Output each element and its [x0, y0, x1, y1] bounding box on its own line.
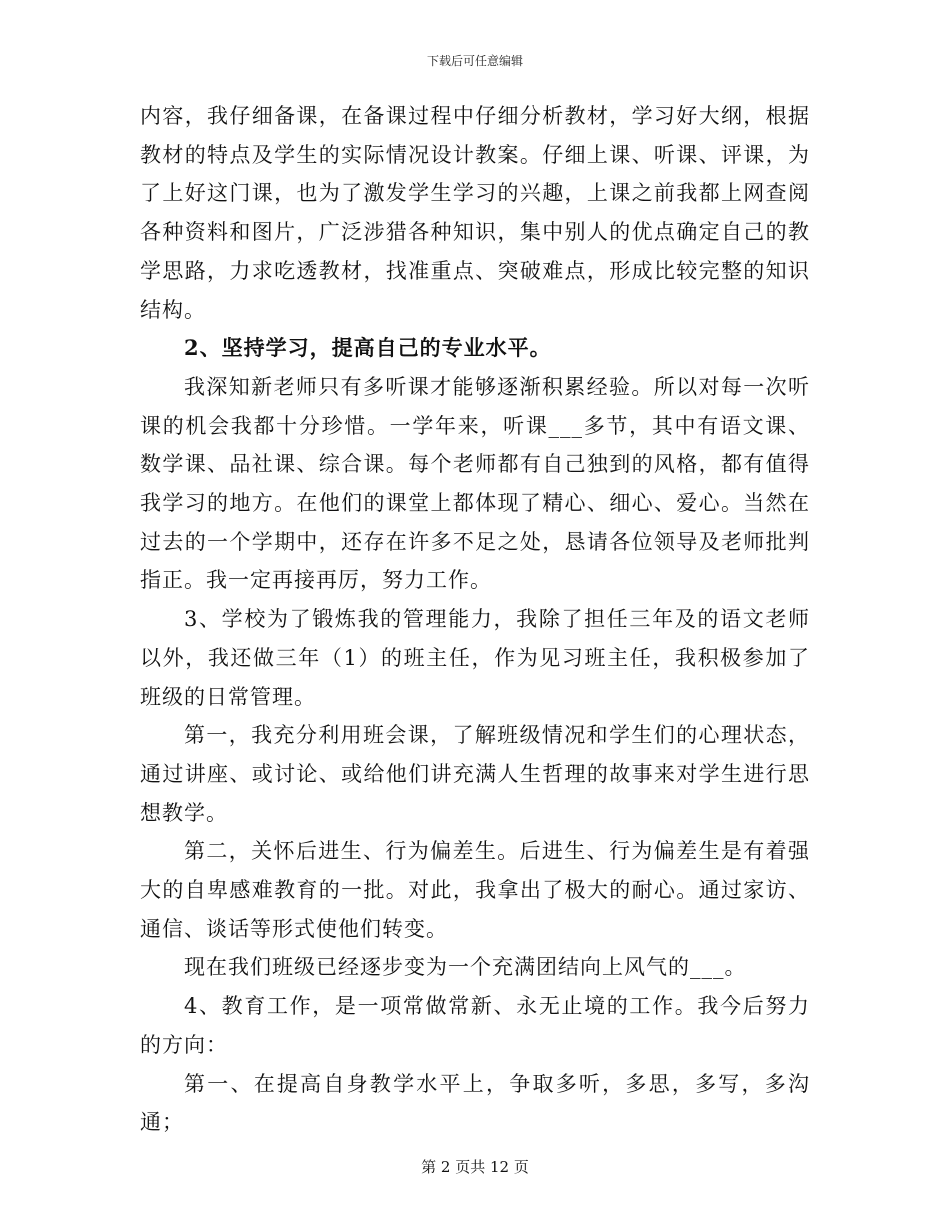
paragraph-continuation: 内容，我仔细备课，在备课过程中仔细分析教材，学习好大纲，根据教材的特点及学生的实际情况设计教案。仔细上课、听课、评课，为了上好这门课，也为了激发学生学习的兴趣，上课之前我都上网查阅各种资料和图片，广泛涉猎各种知识，集中别人的优点确定自己的教学思路，力求吃透教材，找准重点、突破难点，形成比较完整的知识结构。 [140, 104, 810, 322]
paragraph-class-status: 现在我们班级已经逐步变为一个充满团结向上风气的___。 [184, 955, 747, 980]
paragraph-direction-first: 第一、在提高自身教学水平上，争取多听，多思，多写，多沟通； [140, 1071, 810, 1135]
paragraph-first-point: 第一，我充分利用班会课，了解班级情况和学生们的心理状态，通过讲座、或讨论、或给他们讲充满人生哲理的故事来对学生进行思想教学。 [140, 723, 810, 825]
page-number: 第 2 页共 12 页 [421, 1158, 529, 1176]
section-heading-2: 2、坚持学习，提高自己的专业水平。 [184, 335, 552, 361]
paragraph-second-point: 第二，关怀后进生、行为偏差生。后进生、行为偏差生是有着强大的自卑感难教育的一批。对此，我拿出了极大的耐心。通过家访、通信、谈话等形式使他们转变。 [140, 839, 810, 941]
paragraph-section-3: 3、学校为了锻炼我的管理能力，我除了担任三年及的语文老师以外，我还做三年（1）的班主任，作为见习班主任，我积极参加了班级的日常管理。 [140, 607, 810, 709]
paragraph-listening-classes: 我深知新老师只有多听课才能够逐渐积累经验。所以对每一次听课的机会我都十分珍惜。一学年来，听课___多节，其中有语文课、数学课、品社课、综合课。每个老师都有自己独到的风格，都有值得我学习的地方。在他们的课堂上都体现了精心、细心、爱心。当然在过去的一个学期中，还存在许多不足之处，恳请各位领导及老师批判指正。我一定再接再厉，努力工作。 [140, 374, 810, 593]
paragraph-section-4: 4、教育工作，是一项常做常新、永无止境的工作。我今后努力的方向： [140, 994, 810, 1057]
header-note: 下载后可任意编辑 [426, 54, 523, 68]
document-body [140, 97, 810, 1142]
